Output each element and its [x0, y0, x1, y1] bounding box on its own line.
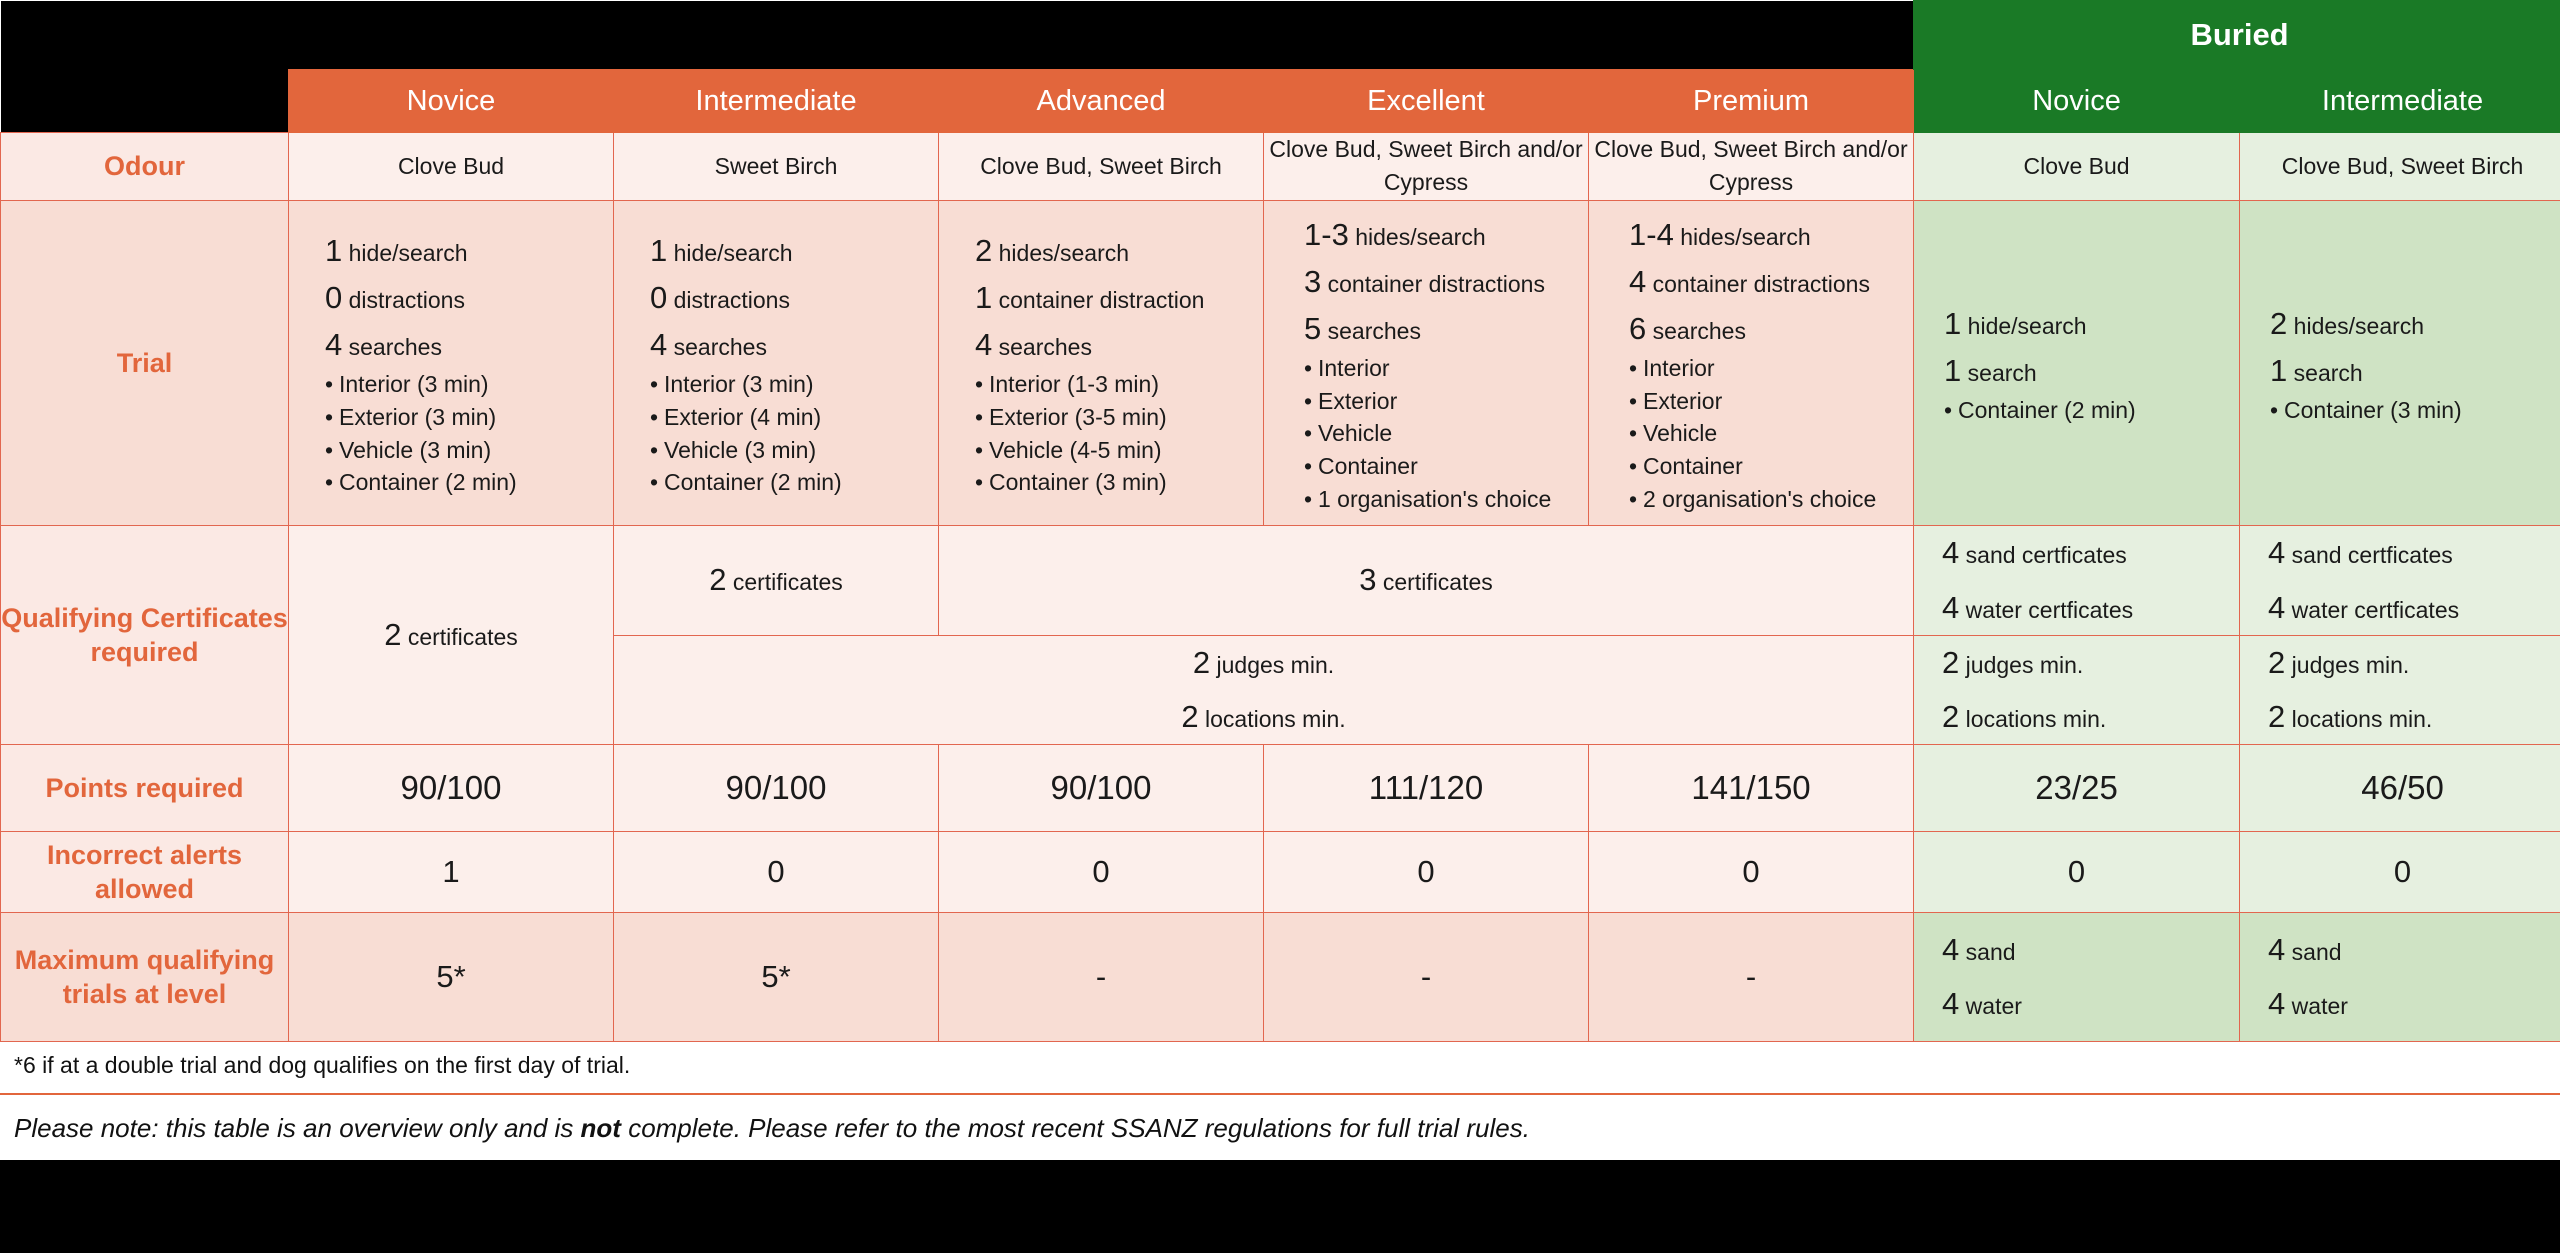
- list-item: • Exterior (3-5 min): [975, 401, 1263, 434]
- qualifying-buried-novice-certs: [1914, 526, 2240, 636]
- disclaimer-part2: complete. Please refer to the most recent SSANZ regulations for full trial rules.: [620, 1113, 1530, 1144]
- qualifying-novice: [289, 526, 614, 745]
- points-intermediate: [614, 745, 939, 832]
- odour-intermediate: Sweet Birch: [614, 133, 939, 201]
- qualifying-buried-intermediate-judges: [2240, 635, 2560, 745]
- header-level-buried-novice: Novice: [1914, 70, 2240, 133]
- header-level-excellent: Excellent: [1264, 70, 1589, 133]
- list-item: • Vehicle (4-5 min): [975, 434, 1263, 467]
- trial-excellent-search-text: searches: [1327, 317, 1421, 344]
- row-label-qualifying: Qualifying Certificates required: [1, 526, 289, 745]
- trial-premium-dist-num: 4: [1629, 263, 1647, 299]
- odour-buried-novice: Clove Bud: [1914, 133, 2240, 201]
- row-incorrect-alerts: [1, 832, 2560, 913]
- list-item: • Container: [1629, 450, 1913, 483]
- trial-premium-hides-text: hides/search: [1680, 223, 1811, 250]
- maxtrials-bn-sand-text: sand: [1965, 939, 2016, 966]
- list-item: • Container (2 min): [325, 466, 613, 499]
- qualifying-bn-locations-num: 2: [1942, 699, 1960, 735]
- incorrect-buried-intermediate: 0: [2240, 832, 2560, 913]
- incorrect-advanced: 0: [939, 832, 1264, 913]
- trial-buried-novice-hides-text: hide/search: [1967, 312, 2087, 339]
- trial-buried-intermediate-search-num: 1: [2270, 352, 2288, 388]
- trial-novice-list: [325, 368, 613, 499]
- qualifying-bn-judges-text: judges min.: [1965, 651, 2084, 678]
- points-advanced-score: 90: [1050, 769, 1088, 807]
- trial-buried-novice-search-text: search: [1967, 359, 2037, 386]
- qualifying-bi-water-text: water certficates: [2291, 596, 2460, 623]
- trial-intermediate-hides-num: 1: [650, 233, 668, 269]
- points-buried-novice-score: 23: [2035, 769, 2072, 807]
- header-buried-group: Buried: [1914, 1, 2560, 70]
- trial-buried-intermediate-hides-text: hides/search: [2293, 312, 2425, 339]
- trial-premium-search-num: 6: [1629, 310, 1647, 346]
- list-item: • Vehicle (3 min): [650, 434, 938, 467]
- trial-premium-search-text: searches: [1652, 317, 1746, 344]
- row-qualifying-certificates-a: [1, 526, 2560, 636]
- odour-excellent: Clove Bud, Sweet Birch and/or Cypress: [1264, 133, 1589, 201]
- trial-buried-novice-search-num: 1: [1944, 352, 1962, 388]
- qualifying-bn-water-num: 4: [1942, 589, 1960, 625]
- qualifying-intermediate-text: certificates: [732, 569, 843, 596]
- list-item: • Vehicle: [1629, 417, 1913, 450]
- list-item: • Interior (3 min): [650, 368, 938, 401]
- maxtrials-novice: 5*: [289, 913, 614, 1042]
- trial-advanced-search-text: searches: [998, 334, 1092, 361]
- trial-advanced-hides-text: hides/search: [998, 240, 1130, 267]
- trial-intermediate-search-num: 4: [650, 327, 668, 363]
- qualifying-bn-sand-text: sand certficates: [1965, 542, 2127, 569]
- trial-buried-intermediate: [2240, 200, 2560, 526]
- list-item: • Exterior: [1629, 385, 1913, 418]
- row-trial: [1, 200, 2560, 526]
- trial-premium-dist-text: container distractions: [1652, 270, 1870, 297]
- trial-excellent-dist-text: container distractions: [1327, 270, 1545, 297]
- maxtrials-buried-novice: [1914, 913, 2240, 1042]
- trial-intermediate-hides-text: hide/search: [673, 240, 793, 267]
- trial-buried-novice-hides-num: 1: [1944, 305, 1962, 341]
- points-novice-score: 90: [400, 769, 438, 807]
- points-premium-score: 141: [1691, 769, 1747, 807]
- trial-novice-search-num: 4: [325, 327, 343, 363]
- points-intermediate-den: /100: [762, 769, 827, 807]
- qualifying-buried-novice-judges: [1914, 635, 2240, 745]
- incorrect-novice: 1: [289, 832, 614, 913]
- points-premium-den: /150: [1746, 769, 1811, 807]
- qualifying-novice-num: 2: [384, 617, 402, 653]
- qualifying-bi-sand-num: 4: [2268, 535, 2286, 571]
- row-label-points: Points required: [1, 745, 289, 832]
- maxtrials-bi-water-text: water: [2291, 993, 2348, 1020]
- qualifying-buried-intermediate-certs: [2240, 526, 2560, 636]
- list-item: • Container (3 min): [975, 466, 1263, 499]
- qualifying-judges-locations: [614, 635, 1914, 745]
- trial-buried-novice-list: [1944, 394, 2239, 427]
- header-level-premium: Premium: [1589, 70, 1914, 133]
- trial-premium: [1589, 200, 1914, 526]
- qualifying-intermediate: [614, 526, 939, 636]
- qualifying-bi-locations-text: locations min.: [2291, 706, 2433, 733]
- incorrect-excellent: 0: [1264, 832, 1589, 913]
- qualifying-locations-num: 2: [1181, 699, 1199, 735]
- disclaimer-bold: not: [580, 1113, 621, 1144]
- row-label-trial: Trial: [1, 200, 289, 526]
- list-item: • 1 organisation's choice: [1304, 483, 1588, 516]
- table-header-group-row: [1, 1, 2560, 70]
- trial-novice-search-text: searches: [348, 334, 442, 361]
- trial-intermediate: [614, 200, 939, 526]
- list-item: • Container (3 min): [2270, 394, 2560, 427]
- qualifying-judges-text: judges min.: [1216, 651, 1335, 678]
- trial-excellent-search-num: 5: [1304, 310, 1322, 346]
- qualifying-intermediate-num: 2: [709, 562, 727, 598]
- row-max-trials: [1, 913, 2560, 1042]
- points-buried-novice: [1914, 745, 2240, 832]
- list-item: • Interior (3 min): [325, 368, 613, 401]
- incorrect-intermediate: 0: [614, 832, 939, 913]
- trial-excellent-dist-num: 3: [1304, 263, 1322, 299]
- maxtrials-bi-sand-text: sand: [2291, 939, 2342, 966]
- trial-buried-intermediate-list: [2270, 394, 2560, 427]
- qualifying-bn-sand-num: 4: [1942, 535, 1960, 571]
- maxtrials-excellent: -: [1264, 913, 1589, 1042]
- list-item: • 2 organisation's choice: [1629, 483, 1913, 516]
- list-item: • Exterior (3 min): [325, 401, 613, 434]
- points-buried-intermediate-den: /50: [2397, 769, 2444, 807]
- row-label-incorrect: Incorrect alerts allowed: [1, 832, 289, 913]
- trial-buried-intermediate-search-text: search: [2293, 359, 2363, 386]
- trial-excellent-list: [1304, 352, 1588, 515]
- points-intermediate-score: 90: [725, 769, 763, 807]
- list-item: • Exterior: [1304, 385, 1588, 418]
- odour-premium: Clove Bud, Sweet Birch and/or Cypress: [1589, 133, 1914, 201]
- qualifying-advanced-premium: [939, 526, 1914, 636]
- points-buried-intermediate: [2240, 745, 2560, 832]
- row-label-odour: Odour: [1, 133, 289, 201]
- header-corner: [1, 70, 289, 133]
- points-excellent-den: /120: [1418, 769, 1484, 807]
- trial-novice-hides-text: hide/search: [348, 240, 468, 267]
- list-item: • Interior: [1304, 352, 1588, 385]
- maxtrials-advanced: -: [939, 913, 1264, 1042]
- trial-premium-list: [1629, 352, 1913, 515]
- qualifying-span-num: 3: [1359, 562, 1377, 598]
- disclaimer-part1: Please note: this table is an overview only and is: [14, 1113, 581, 1144]
- points-premium: [1589, 745, 1914, 832]
- qualifying-judges-num: 2: [1192, 644, 1211, 680]
- trial-excellent: [1264, 200, 1589, 526]
- points-advanced-den: /100: [1087, 769, 1152, 807]
- qualifying-bn-locations-text: locations min.: [1965, 706, 2107, 733]
- qualifying-novice-text: certificates: [407, 624, 518, 651]
- list-item: • Vehicle (3 min): [325, 434, 613, 467]
- header-level-novice: Novice: [289, 70, 614, 133]
- list-item: • Exterior (4 min): [650, 401, 938, 434]
- trial-excellent-hides-text: hides/search: [1355, 223, 1486, 250]
- maxtrials-bi-water-num: 4: [2268, 986, 2286, 1022]
- list-item: • Interior: [1629, 352, 1913, 385]
- odour-advanced: Clove Bud, Sweet Birch: [939, 133, 1264, 201]
- maxtrials-bn-water-num: 4: [1942, 986, 1960, 1022]
- trial-intermediate-dist-num: 0: [650, 280, 668, 316]
- row-points-required: [1, 745, 2560, 832]
- bottom-bar: [0, 1160, 2560, 1186]
- points-novice-den: /100: [437, 769, 502, 807]
- trial-buried-intermediate-hides-num: 2: [2270, 305, 2288, 341]
- header-level-intermediate: Intermediate: [614, 70, 939, 133]
- points-excellent: [1264, 745, 1589, 832]
- list-item: • Container: [1304, 450, 1588, 483]
- maxtrials-intermediate: 5*: [614, 913, 939, 1042]
- trial-novice-dist-text: distractions: [348, 287, 465, 314]
- trial-intermediate-search-text: searches: [673, 334, 767, 361]
- maxtrials-buried-intermediate: [2240, 913, 2560, 1042]
- incorrect-premium: 0: [1589, 832, 1914, 913]
- trial-buried-novice: [1914, 200, 2240, 526]
- points-excellent-score: 111: [1368, 769, 1419, 807]
- qualifying-bi-judges-text: judges min.: [2291, 651, 2410, 678]
- list-item: • Container (2 min): [650, 466, 938, 499]
- trial-advanced-hides-num: 2: [975, 233, 993, 269]
- trial-advanced-dist-num: 1: [975, 280, 993, 316]
- table-header-level-row: [1, 70, 2560, 133]
- list-item: • Container (2 min): [1944, 394, 2239, 427]
- trial-novice-dist-num: 0: [325, 280, 343, 316]
- row-odour: [1, 133, 2560, 201]
- header-level-advanced: Advanced: [939, 70, 1264, 133]
- qualifying-bn-water-text: water certficates: [1965, 596, 2134, 623]
- footnote-text: *6 if at a double trial and dog qualifies on the first day of trial.: [0, 1042, 2560, 1093]
- odour-buried-intermediate: Clove Bud, Sweet Birch: [2240, 133, 2560, 201]
- maxtrials-bn-sand-num: 4: [1942, 932, 1960, 968]
- qualifying-bi-sand-text: sand certficates: [2291, 542, 2453, 569]
- disclaimer-note: [0, 1095, 2560, 1160]
- trial-intermediate-dist-text: distractions: [673, 287, 790, 314]
- qualifying-bi-locations-num: 2: [2268, 699, 2286, 735]
- qualifying-locations-text: locations min.: [1205, 706, 1346, 733]
- trial-premium-hides-num: 1-4: [1629, 216, 1674, 252]
- maxtrials-bi-sand-num: 4: [2268, 932, 2286, 968]
- trial-advanced-search-num: 4: [975, 327, 993, 363]
- list-item: • Vehicle: [1304, 417, 1588, 450]
- maxtrials-premium: -: [1589, 913, 1914, 1042]
- footer-area: [0, 1042, 2560, 1186]
- incorrect-buried-novice: 0: [1914, 832, 2240, 913]
- header-level-buried-intermediate: Intermediate: [2240, 70, 2560, 133]
- points-advanced: [939, 745, 1264, 832]
- trial-excellent-hides-num: 1-3: [1304, 216, 1349, 252]
- odour-novice: Clove Bud: [289, 133, 614, 201]
- qualifying-bn-judges-num: 2: [1942, 644, 1960, 680]
- trial-novice: [289, 200, 614, 526]
- qualifying-bi-judges-num: 2: [2268, 644, 2286, 680]
- trial-intermediate-list: [650, 368, 938, 499]
- qualifying-bi-water-num: 4: [2268, 589, 2286, 625]
- qualifying-span-text: certificates: [1382, 569, 1493, 596]
- list-item: • Interior (1-3 min): [975, 368, 1263, 401]
- trial-advanced: [939, 200, 1264, 526]
- points-buried-novice-den: /25: [2071, 769, 2118, 807]
- points-buried-intermediate-score: 46: [2361, 769, 2398, 807]
- points-novice: [289, 745, 614, 832]
- trial-advanced-dist-text: container distraction: [998, 287, 1205, 314]
- header-spacer: [1, 1, 1914, 70]
- maxtrials-bn-water-text: water: [1965, 993, 2022, 1020]
- trial-advanced-list: [975, 368, 1263, 499]
- row-label-maxtrials: Maximum qualifying trials at level: [1, 913, 289, 1042]
- trial-novice-hides-num: 1: [325, 233, 343, 269]
